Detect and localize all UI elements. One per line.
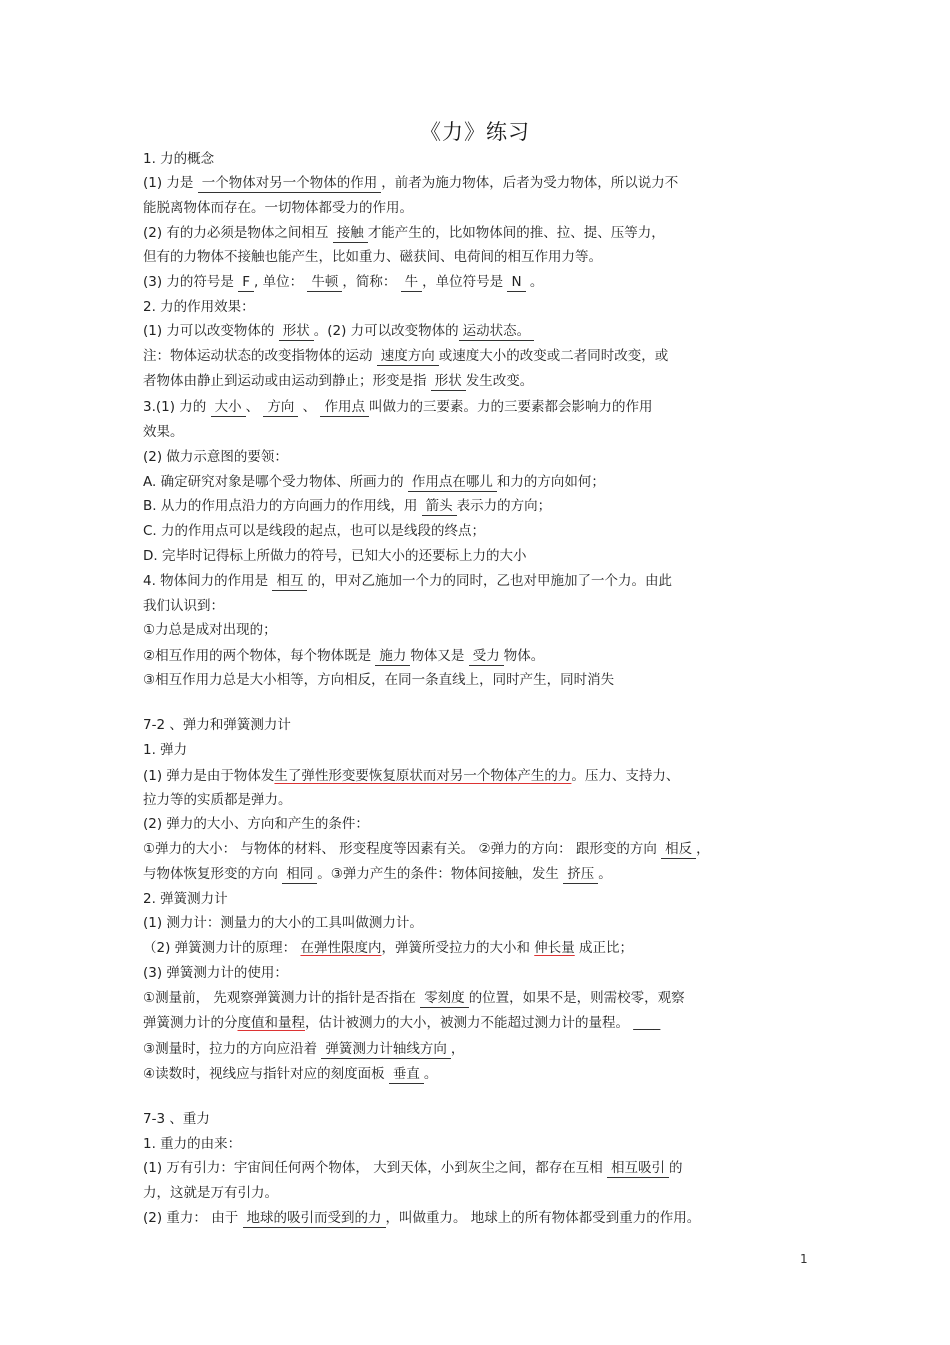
- line-text: 物体。: [503, 648, 545, 664]
- line-text: 、: [298, 399, 321, 415]
- line-text: , 单位：: [253, 274, 308, 290]
- text-line: [143, 890, 228, 908]
- text-line: [143, 939, 633, 957]
- line-text: 与物体恢复形变的方向: [143, 866, 283, 882]
- highlighted-phrase: 在弹性限度内: [300, 940, 382, 956]
- line-text: ，: [450, 1041, 465, 1057]
- answer-blank: 作用点: [320, 399, 369, 417]
- line-text: 或速度大小的改变或二者同时改变，或: [438, 348, 669, 364]
- line-text: ①弹力的大小： 与物体的材料、 形变程度等因素有关。 ②弹力的方向： 跟形变的方向: [143, 841, 662, 857]
- text-line: [143, 522, 485, 540]
- line-text: ③测量时，拉力的方向应沿着: [143, 1041, 322, 1057]
- text-line: [143, 497, 551, 516]
- text-line: [143, 347, 668, 366]
- line-text: (1) 力是: [143, 175, 198, 191]
- line-text: 。: [423, 1066, 438, 1082]
- answer-blank: N: [507, 274, 525, 292]
- line-text: 注：物体运动状态的改变指物体的运动: [143, 348, 377, 364]
- text-line: [143, 815, 369, 833]
- line-text: (2) 重力： 由于: [143, 1210, 243, 1226]
- line-text: A. 确定研究对象是哪个受力物体、所画力的: [143, 474, 408, 490]
- text-line: [143, 547, 526, 565]
- line-text: 7-3 、重力: [143, 1111, 210, 1127]
- line-text: ，叫做重力。 地球上的所有物体都受到重力的作用。: [385, 1210, 701, 1226]
- line-text: B. 从力的作用点沿力的方向画力的作用线，用: [143, 498, 422, 514]
- text-line: [143, 671, 614, 689]
- answer-blank: 相互: [272, 573, 307, 591]
- line-text: 、: [245, 399, 264, 415]
- line-text: 表示力的方向；: [456, 498, 552, 514]
- answer-blank: 大小: [211, 399, 246, 417]
- answer-blank: 挤压: [563, 866, 598, 884]
- line-text: 者物体由静止到运动或由运动到静止；形变是指: [143, 373, 431, 389]
- answer-blank: 箭头: [422, 498, 457, 516]
- text-line: [143, 322, 534, 341]
- answer-blank: 一个物体对另一个物体的作用: [198, 175, 382, 193]
- line-text: 。: [598, 866, 612, 882]
- page-number: 1: [800, 1252, 808, 1266]
- line-text: D. 完毕时记得标上所做力的符号，已知大小的还要标上力的大小: [143, 548, 527, 564]
- line-text: (2) 有的力必须是物体之间相互: [143, 225, 333, 241]
- line-text: 2. 力的作用效果：: [143, 299, 255, 315]
- answer-blank: 施力: [375, 648, 410, 666]
- line-text: 。: [525, 274, 544, 290]
- text-line: [143, 767, 679, 785]
- line-text: (1) 弹力是由于物体发: [143, 768, 275, 784]
- text-line: [143, 716, 291, 734]
- highlighted-phrase: 生了弹性形变要恢复原状而对另一个物体产生的力: [274, 768, 572, 784]
- line-text: ，单位符号是: [422, 274, 508, 290]
- line-text: 弹簧测力计的分: [143, 1015, 238, 1031]
- line-text: C. 力的作用点可以是线段的起点，也可以是线段的终点；: [143, 523, 486, 539]
- line-text: (1) 测力计：测量力的大小的工具叫做测力计。: [143, 915, 423, 931]
- line-text: 1. 弹力: [143, 742, 188, 758]
- line-text: ①力总是成对出现的；: [143, 622, 277, 638]
- line-text: 但有的力物体不接触也能产生，比如重力、磁获间、电荷间的相互作用力等。: [143, 249, 602, 265]
- line-text: ②相互作用的两个物体，每个物体既是: [143, 648, 376, 664]
- line-text: ，简称：: [342, 274, 401, 290]
- highlighted-phrase: 伸长量: [534, 940, 575, 956]
- text-line: [143, 248, 602, 266]
- line-text: 效果。: [143, 424, 184, 440]
- text-line: [143, 1110, 210, 1128]
- page-title: 《力》练习: [420, 120, 530, 144]
- text-line: [143, 572, 672, 591]
- text-line: [143, 423, 184, 441]
- line-text: (1) 万有引力：宇宙间任何两个物体， 大到天体，小到灰尘之间，都存在互相: [143, 1160, 607, 1176]
- line-text: 的位置，如果不是，则需校零，观察: [468, 990, 685, 1006]
- line-text: 4. 物体间力的作用是: [143, 573, 273, 589]
- line-text: (1) 力可以改变物体的: [143, 323, 279, 339]
- text-line: [143, 174, 678, 193]
- line-text: 发生改变。: [465, 373, 534, 389]
- answer-blank: 牛顿: [307, 274, 342, 292]
- text-line: [143, 1040, 464, 1059]
- line-text: (2) 弹力的大小、方向和产生的条件：: [143, 816, 369, 832]
- text-line: [143, 865, 612, 884]
- text-line: [143, 964, 288, 982]
- answer-blank: 地球的吸引而受到的力: [243, 1210, 386, 1228]
- text-line: [143, 741, 187, 759]
- line-text: (3) 力的符号是: [143, 274, 239, 290]
- line-text: 力，这就是万有引力。: [143, 1185, 278, 1201]
- text-line: [143, 840, 710, 859]
- answer-blank: 形状: [279, 323, 314, 341]
- line-text: ③相互作用力总是大小相等，方向相反，在同一条直线上，同时产生，同时消失: [143, 672, 615, 688]
- line-text: 物体又是: [410, 648, 469, 664]
- line-text: 2. 弹簧测力计: [143, 891, 228, 907]
- answer-blank: 作用点在哪儿: [408, 474, 497, 492]
- text-line: [143, 199, 413, 217]
- line-text: 和力的方向如何；: [496, 474, 605, 490]
- text-line: [143, 298, 255, 316]
- line-text: ①测量前， 先观察弹簧测力计的指针是否指在: [143, 990, 421, 1006]
- answer-blank: 方向: [263, 399, 298, 417]
- answer-blank: 形状: [431, 373, 466, 391]
- answer-blank: 牛: [401, 274, 423, 292]
- text-line: [143, 621, 277, 639]
- line-text: 的，甲对乙施加一个力的同时，乙也对甲施加了一个力。由此: [307, 573, 672, 589]
- line-text: 拉力等的实质都是弹力。: [143, 792, 292, 808]
- line-text: 才能产生的，比如物体间的推、拉、提、压等力，: [367, 225, 665, 241]
- answer-blank: 受力: [469, 648, 504, 666]
- text-line: [143, 224, 665, 243]
- answer-blank: 弹簧测力计轴线方向: [321, 1041, 451, 1059]
- line-text: 1. 力的概念: [143, 151, 215, 167]
- text-line: [143, 1209, 700, 1228]
- line-text: 3.(1) 力的: [143, 399, 211, 415]
- line-text: 。(2) 力可以改变物体的: [313, 323, 459, 339]
- line-text: 。③弹力产生的条件：物体间接触，发生: [317, 866, 564, 882]
- line-text: 我们认识到：: [143, 598, 224, 614]
- line-text: ，: [696, 841, 710, 857]
- answer-blank: 速度方向: [377, 348, 439, 366]
- answer-blank: 接触: [333, 225, 368, 243]
- answer-blank: 运动状态。: [459, 323, 535, 341]
- line-text: ，前者为施力物体，后者为受力物体，所以说力不: [381, 175, 679, 191]
- answer-blank: 相反: [661, 841, 696, 859]
- highlighted-phrase: 度值和量程: [237, 1015, 305, 1031]
- text-line: [143, 1159, 683, 1178]
- line-text: 1. 重力的由来：: [143, 1136, 242, 1152]
- answer-blank: 垂直: [389, 1066, 424, 1084]
- text-line: [143, 914, 423, 932]
- line-text: 的: [669, 1160, 683, 1176]
- line-text: ，估计被测力的大小，被测力不能超过测力计的量程。 ____: [305, 1015, 661, 1031]
- text-line: [143, 1014, 660, 1032]
- line-text: (3) 弹簧测力计的使用：: [143, 965, 288, 981]
- answer-blank: F: [238, 274, 254, 292]
- line-text: ④读数时，视线应与指针对应的刻度面板: [143, 1066, 389, 1082]
- answer-blank: 零刻度: [420, 990, 469, 1008]
- text-line: [143, 1135, 241, 1153]
- line-text: ，弹簧所受拉力的大小和: [381, 940, 535, 956]
- text-line: [143, 273, 543, 292]
- text-line: [143, 989, 685, 1008]
- text-line: [143, 448, 288, 466]
- answer-blank: 相互吸引: [607, 1160, 669, 1178]
- line-text: 叫做力的三要素。力的三要素都会影响力的作用: [368, 399, 653, 415]
- line-text: 成正比；: [574, 940, 634, 956]
- text-line: [143, 398, 652, 417]
- text-line: [143, 473, 605, 492]
- line-text: 能脱离物体而存在。一切物体都受力的作用。: [143, 200, 413, 216]
- line-text: 7-2 、弹力和弹簧测力计: [143, 717, 291, 733]
- text-line: [143, 1065, 437, 1084]
- line-text: （2) 弹簧测力计的原理：: [143, 940, 301, 956]
- answer-blank: 相同: [282, 866, 317, 884]
- text-line: [143, 1184, 278, 1202]
- text-line: [143, 150, 214, 168]
- text-line: [143, 791, 292, 809]
- line-text: (2) 做力示意图的要领：: [143, 449, 288, 465]
- line-text: 。压力、支持力、: [571, 768, 680, 784]
- text-line: [143, 372, 533, 391]
- text-line: [143, 647, 544, 666]
- text-line: [143, 597, 224, 615]
